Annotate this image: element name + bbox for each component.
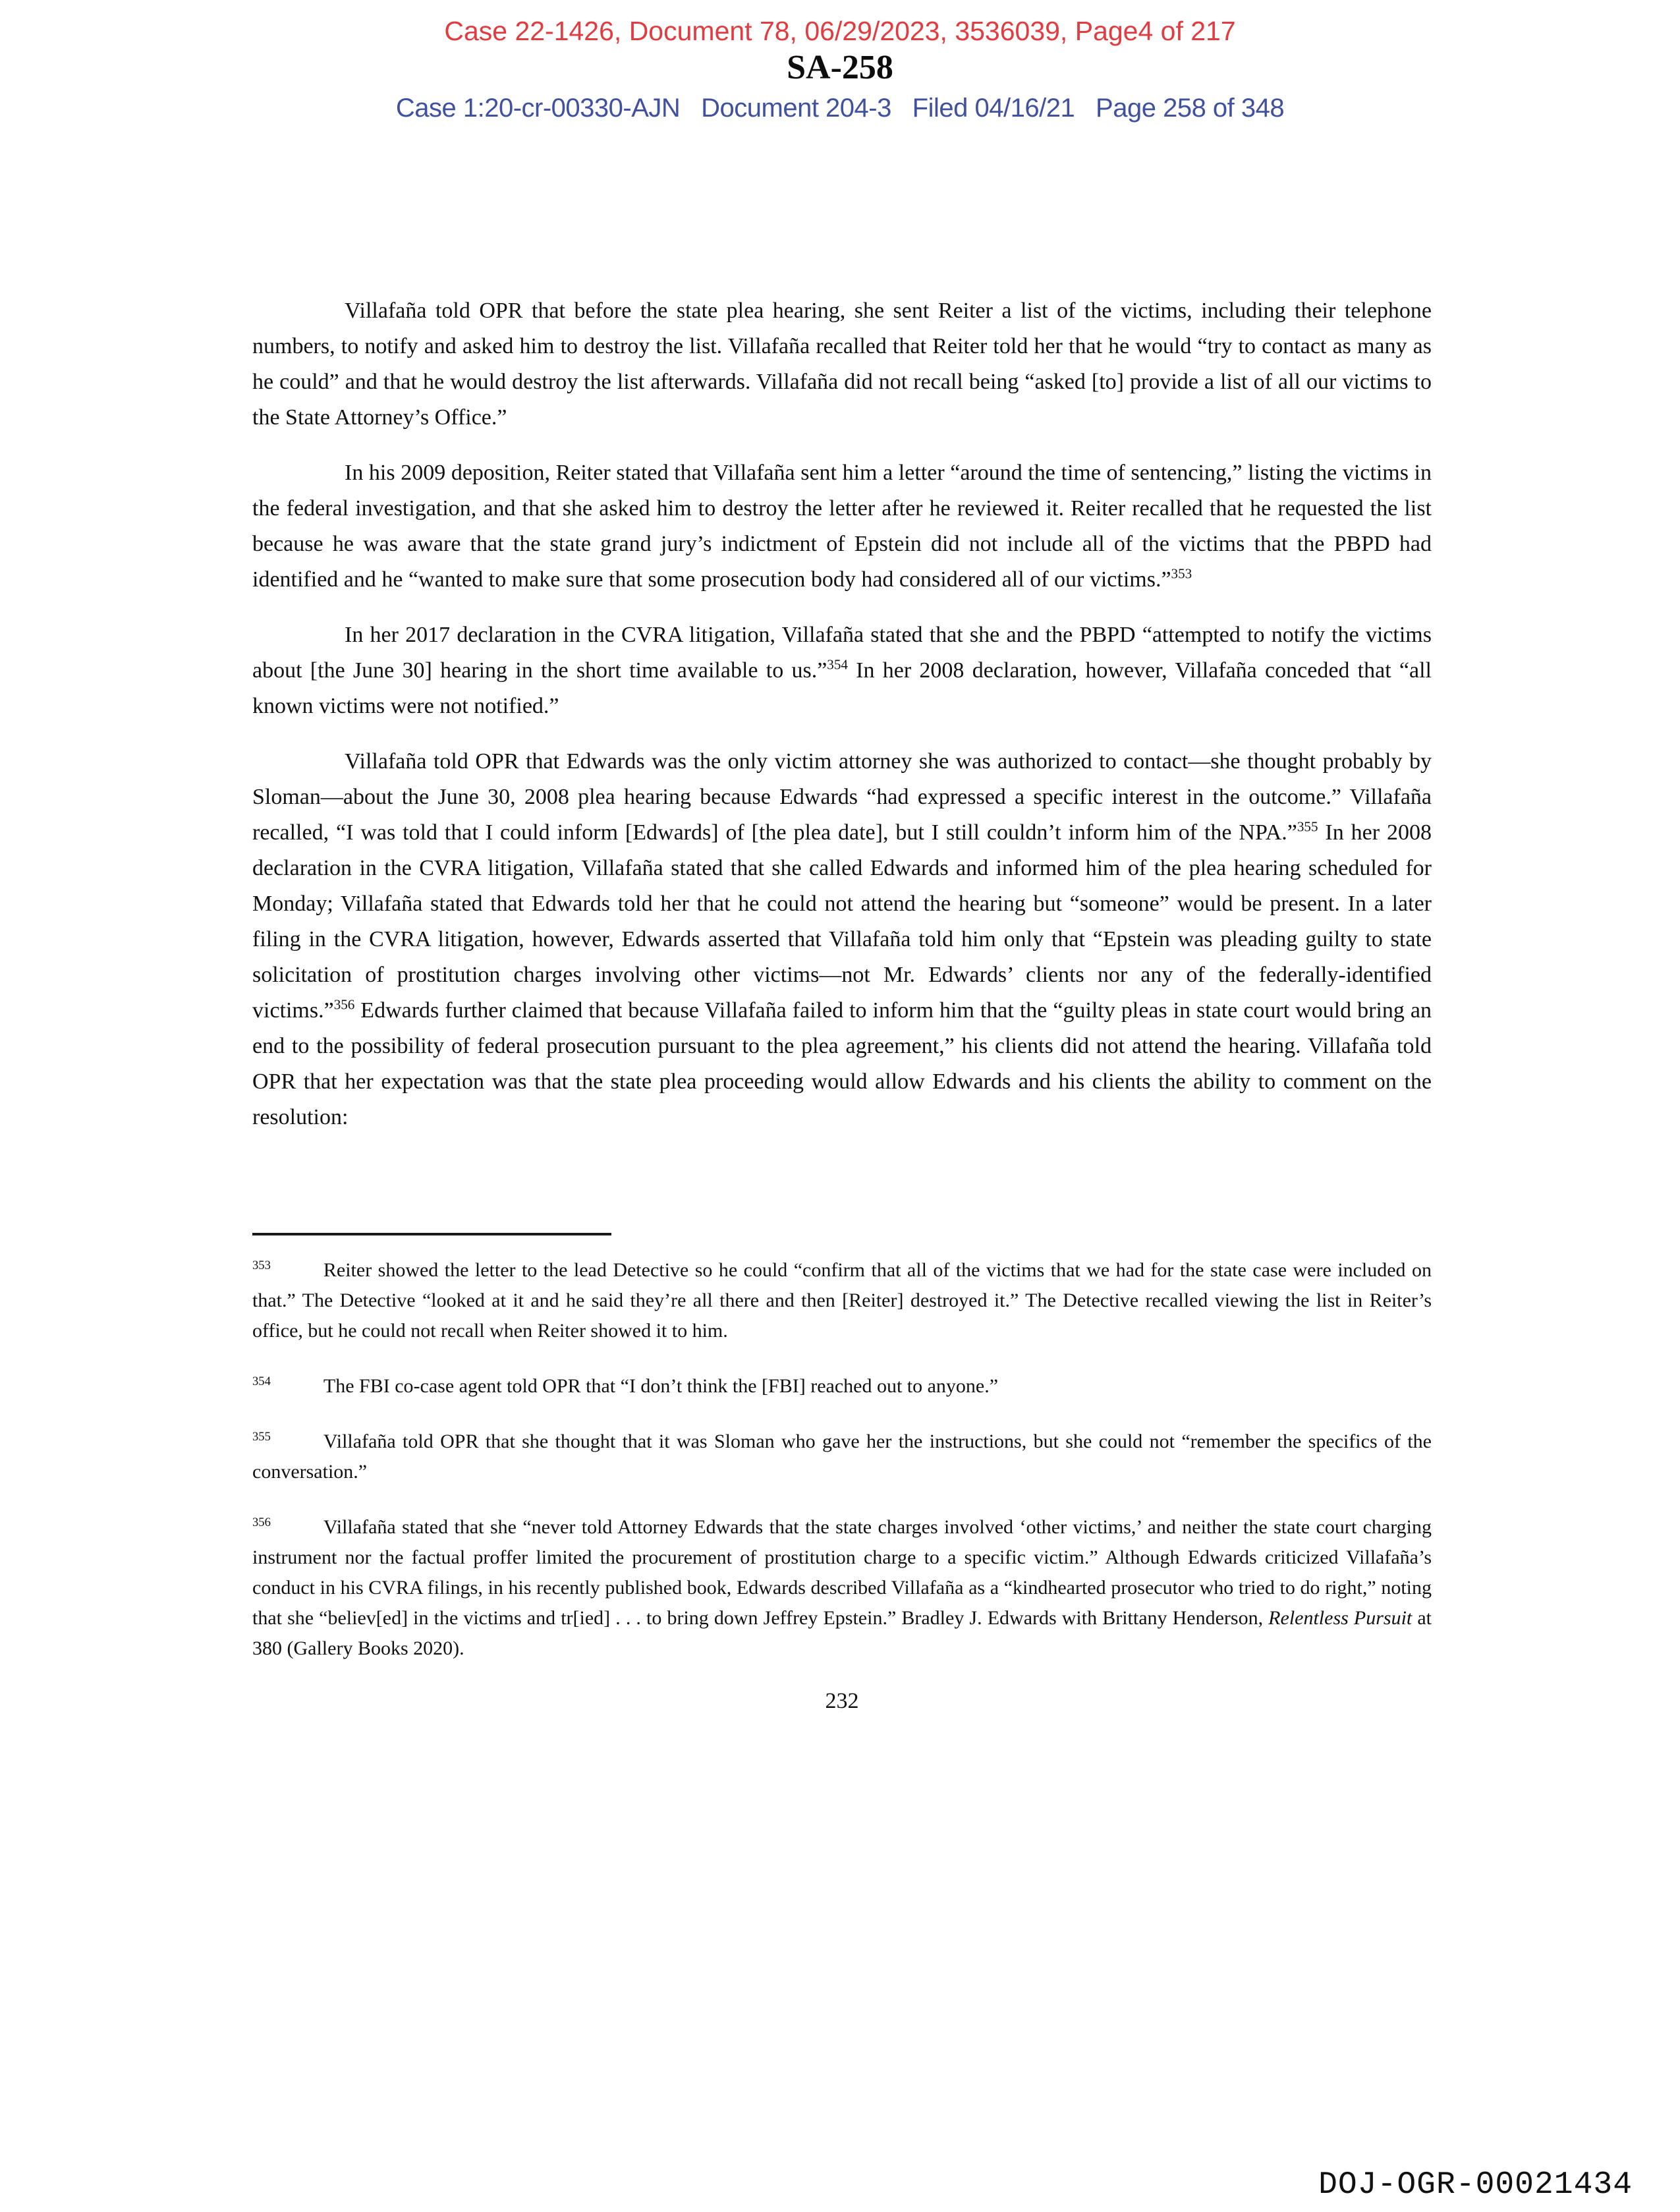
appeal-court-stamp: Case 22-1426, Document 78, 06/29/2023, 3536039, Page4 of 217 (444, 16, 1236, 46)
body-paragraph: In his 2009 deposition, Reiter stated that Villafaña sent him a letter “around the time of sentencing,” listing the victims in the federal investigation, and that she asked him to destroy the letter after he reviewed it. Reiter recalled that he requested the list because he was aware that the state grand jury’s indictment of Epstein did not include all of the victims that the PBPD had identified and he “wanted to make sure that some prosecution body had considered all of our victims.”$^{353}$ (252, 461, 1432, 592)
document-content (252, 123, 1432, 1714)
body-paragraph: Villafaña told OPR that Edwards was the only victim attorney she was authorized to contact—she thought probably by Sloman—about the June 30, 2008 plea hearing because Edwards “had expressed a specific interest in the outcome.” Villafaña recalled, “I was told that I could inform [Edwards] of [the plea date], but I still couldn’t inform him of the NPA.”$^{355}$ In her 2008 declaration in the CVRA litigation, Villafaña stated that she called Edwards and informed him of the plea hearing scheduled for Monday; Villafaña stated that Edwards told her that he could not attend the hearing but “someone” would be present. In a later filing in the CVRA litigation, however, Edwards asserted that Villafaña told him only that “Epstein was pleading guilty to state solicitation of prostitution charges involving other victims—not Mr. Edwards’ clients nor any of the federally-identified victims.”$^{356}$ Edwards further claimed that because Villafaña failed to inform him that the “guilty pleas in state court would bring an end to the possibility of federal prosecution pursuant to the plea agreement,” his clients did not attend the hearing. Villafaña told OPR that her expectation was that the state plea proceeding would allow Edwards and his clients the ability to comment on the resolution: (252, 749, 1432, 1129)
footnote: $^{353}$ Reiter showed the letter to the lead Detective so he could “confirm that all of the victims that we had for the state case were included on that.” The Detective “looked at it and he said they’re all there and then [Reiter] destroyed it.” The Detective recalled viewing the list in Reiter’s office, but he could not recall when Reiter showed it to him. (252, 1259, 1432, 1342)
body-paragraphs (252, 293, 1432, 1135)
footnote-list (252, 1255, 1432, 1664)
supplemental-appendix-number: SA-258 (787, 49, 893, 86)
bates-stamp: DOJ-OGR-00021434 (1318, 2167, 1633, 2203)
footnote-number: 355 (252, 1430, 271, 1444)
footnote-number: 353 (252, 1259, 271, 1272)
district-court-stamp: Case 1:20-cr-00330-AJN Document 204-3 Filed 04/16/21 Page 258 of 348 (395, 94, 1285, 123)
page-number: 232 (825, 1689, 859, 1713)
footnote-divider (252, 1233, 611, 1235)
body-paragraph: Villafaña told OPR that before the state plea hearing, she sent Reiter a list of the victims, including their telephone numbers, to notify and asked him to destroy the list. Villafaña recalled that Reiter told her that he would “try to contact as many as he could” and that he would destroy the list afterwards. Villafaña did not recall being “asked [to] provide a list of all our victims to the State Attorney’s Office.” (252, 298, 1432, 430)
footnote-number: 356 (252, 1516, 271, 1529)
footnote-section (252, 1233, 1432, 1664)
body-paragraph: In her 2017 declaration in the CVRA litigation, Villafaña stated that she and the PBPD “attempted to notify the victims about [the June 30] hearing in the short time available to us.”$^{354}$ In her 2008 declaration, however, Villafaña conceded that “all known victims were not notified.” (252, 623, 1432, 718)
footnote: $^{355}$ Villafaña told OPR that she thought that it was Sloman who gave her the instructions, but she could not “remember the specifics of the conversation.” (252, 1430, 1432, 1483)
footnote: $^{356}$ Villafaña stated that she “never told Attorney Edwards that the state charges involved ‘other victims,’ and neither the state court charging instrument nor the factual proffer limited the procurement of prostitution charge to a specific victim.” Although Edwards criticized Villafaña’s conduct in his CVRA filings, in his recently published book, Edwards described Villafaña as a “kindhearted prosecutor who tried to do right,” noting that she “believ[ed] in the victims and tr[ied] . . . to bring down Jeffrey Epstein.” Bradley J. Edwards with Brittany Henderson, Relentless Pursuit at 380 (Gallery Books 2020). (252, 1516, 1432, 1659)
footnote: $^{354}$ The FBI co-case agent told OPR that “I don’t think the [FBI] reached out to anyone.” (252, 1375, 999, 1397)
footnote-number: 354 (252, 1375, 271, 1388)
page-header (0, 0, 1680, 123)
